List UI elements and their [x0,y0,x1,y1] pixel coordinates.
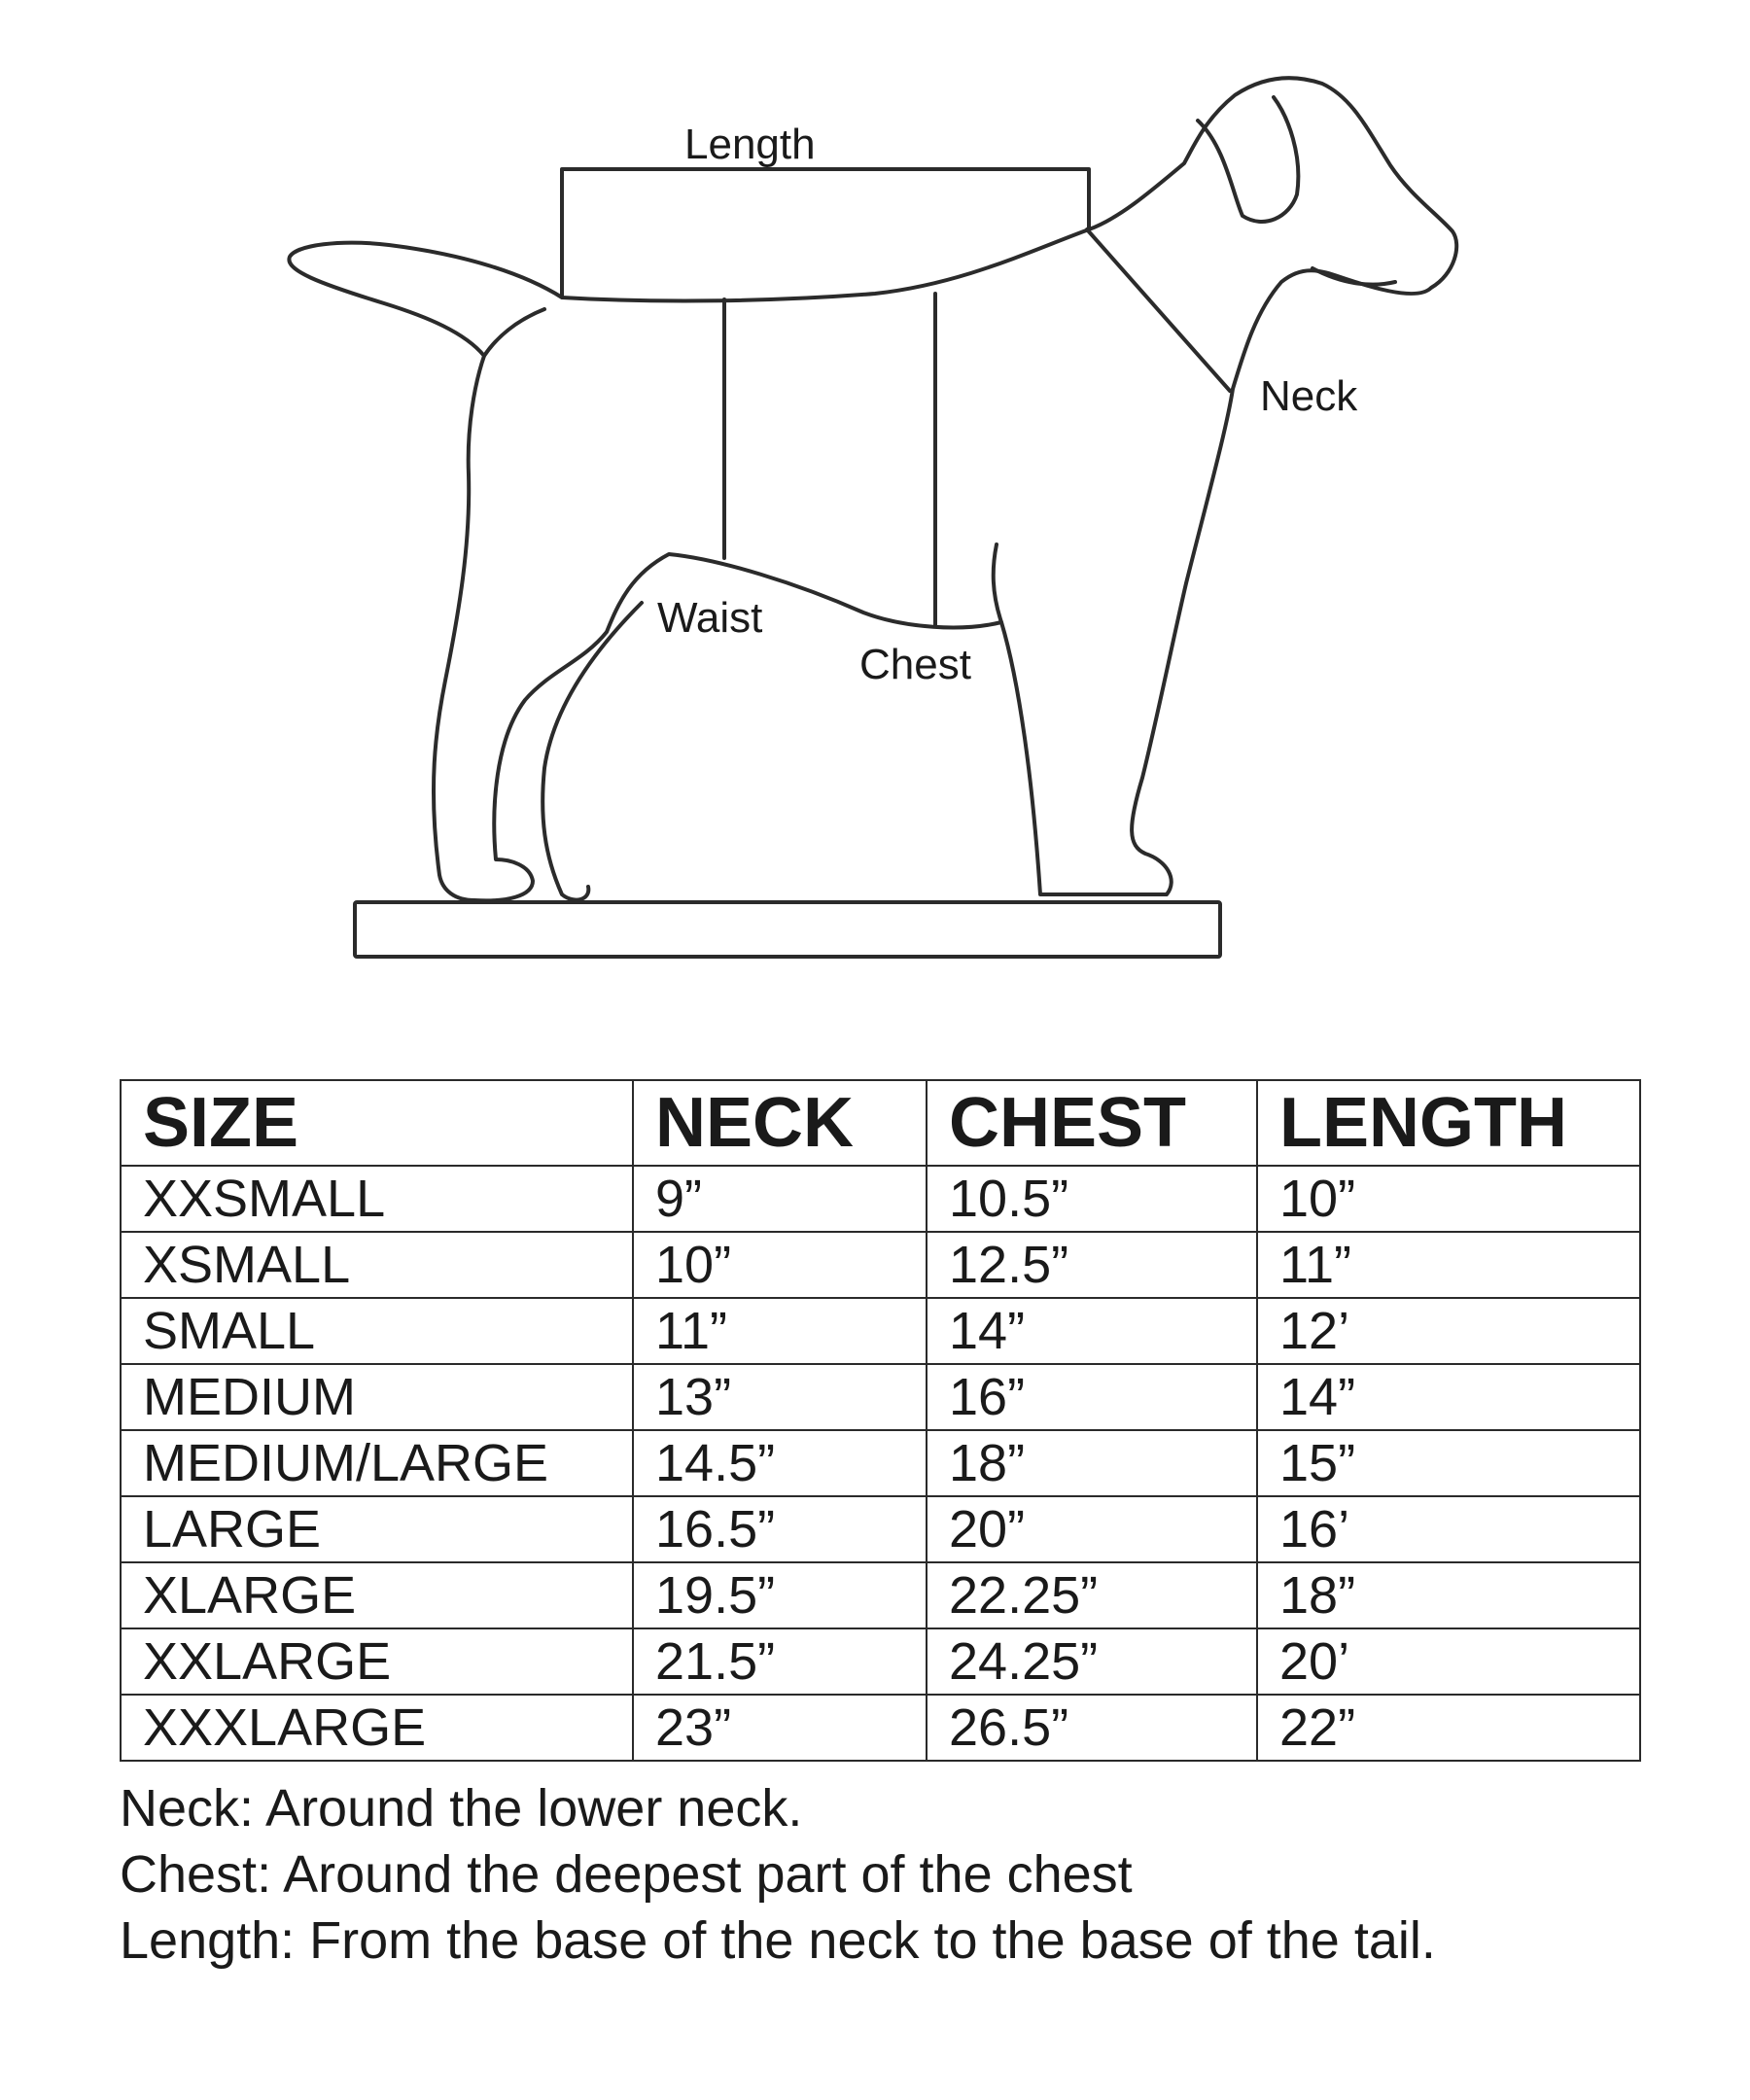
cell-size: XXXLARGE [121,1695,633,1761]
table-row [121,1298,1640,1364]
cell-chest: 16” [927,1364,1257,1430]
cell-length: 14” [1257,1364,1640,1430]
cell-chest: 14” [927,1298,1257,1364]
cell-chest: 20” [927,1496,1257,1562]
header-chest: CHEST [927,1080,1257,1166]
label-neck: Neck [1260,372,1358,420]
table-row [121,1166,1640,1232]
cell-chest: 24.25” [927,1628,1257,1695]
cell-size: MEDIUM/LARGE [121,1430,633,1496]
table-row [121,1232,1640,1298]
cell-size: XXLARGE [121,1628,633,1695]
table-row [121,1364,1640,1430]
cell-size: XLARGE [121,1562,633,1628]
note-neck: Neck: Around the lower neck. [120,1779,803,1838]
cell-chest: 12.5” [927,1232,1257,1298]
dog-front-leg-inner-line [994,544,1001,622]
label-waist: Waist [657,594,763,642]
note-length: Length: From the base of the neck to the base of the tail. [120,1911,1436,1970]
dog-outline-icon [289,78,1456,900]
cell-chest: 10.5” [927,1166,1257,1232]
cell-chest: 18” [927,1430,1257,1496]
note-chest: Chest: Around the deepest part of the chest [120,1845,1133,1904]
table-row [121,1695,1640,1761]
neck-measure-line [1087,229,1230,391]
cell-length: 15” [1257,1430,1640,1496]
cell-neck: 10” [633,1232,927,1298]
cell-length: 20’ [1257,1628,1640,1695]
table-header-row [121,1080,1640,1166]
dog-platform [355,902,1220,957]
cell-length: 11” [1257,1232,1640,1298]
cell-neck: 23” [633,1695,927,1761]
dog-tail-inner-line [484,309,544,356]
cell-chest: 26.5” [927,1695,1257,1761]
table-row [121,1430,1640,1496]
cell-length: 16’ [1257,1496,1640,1562]
cell-neck: 11” [633,1298,927,1364]
cell-neck: 13” [633,1364,927,1430]
table-row [121,1562,1640,1628]
header-neck: NECK [633,1080,927,1166]
label-length: Length [684,121,816,168]
measurement-notes [120,1775,1675,1974]
header-length: LENGTH [1257,1080,1640,1166]
cell-neck: 14.5” [633,1430,927,1496]
cell-chest: 22.25” [927,1562,1257,1628]
cell-neck: 16.5” [633,1496,927,1562]
cell-length: 12’ [1257,1298,1640,1364]
cell-size: SMALL [121,1298,633,1364]
cell-neck: 19.5” [633,1562,927,1628]
dog-measurement-diagram [0,0,1750,982]
cell-size: LARGE [121,1496,633,1562]
cell-size: XXSMALL [121,1166,633,1232]
cell-length: 18” [1257,1562,1640,1628]
length-measure-line [562,169,1089,296]
size-chart-table [120,1079,1641,1762]
cell-size: MEDIUM [121,1364,633,1430]
cell-size: XSMALL [121,1232,633,1298]
cell-neck: 21.5” [633,1628,927,1695]
table-row [121,1496,1640,1562]
label-chest: Chest [859,641,971,688]
table-row [121,1628,1640,1695]
cell-length: 22” [1257,1695,1640,1761]
header-size: SIZE [121,1080,633,1166]
cell-length: 10” [1257,1166,1640,1232]
cell-neck: 9” [633,1166,927,1232]
